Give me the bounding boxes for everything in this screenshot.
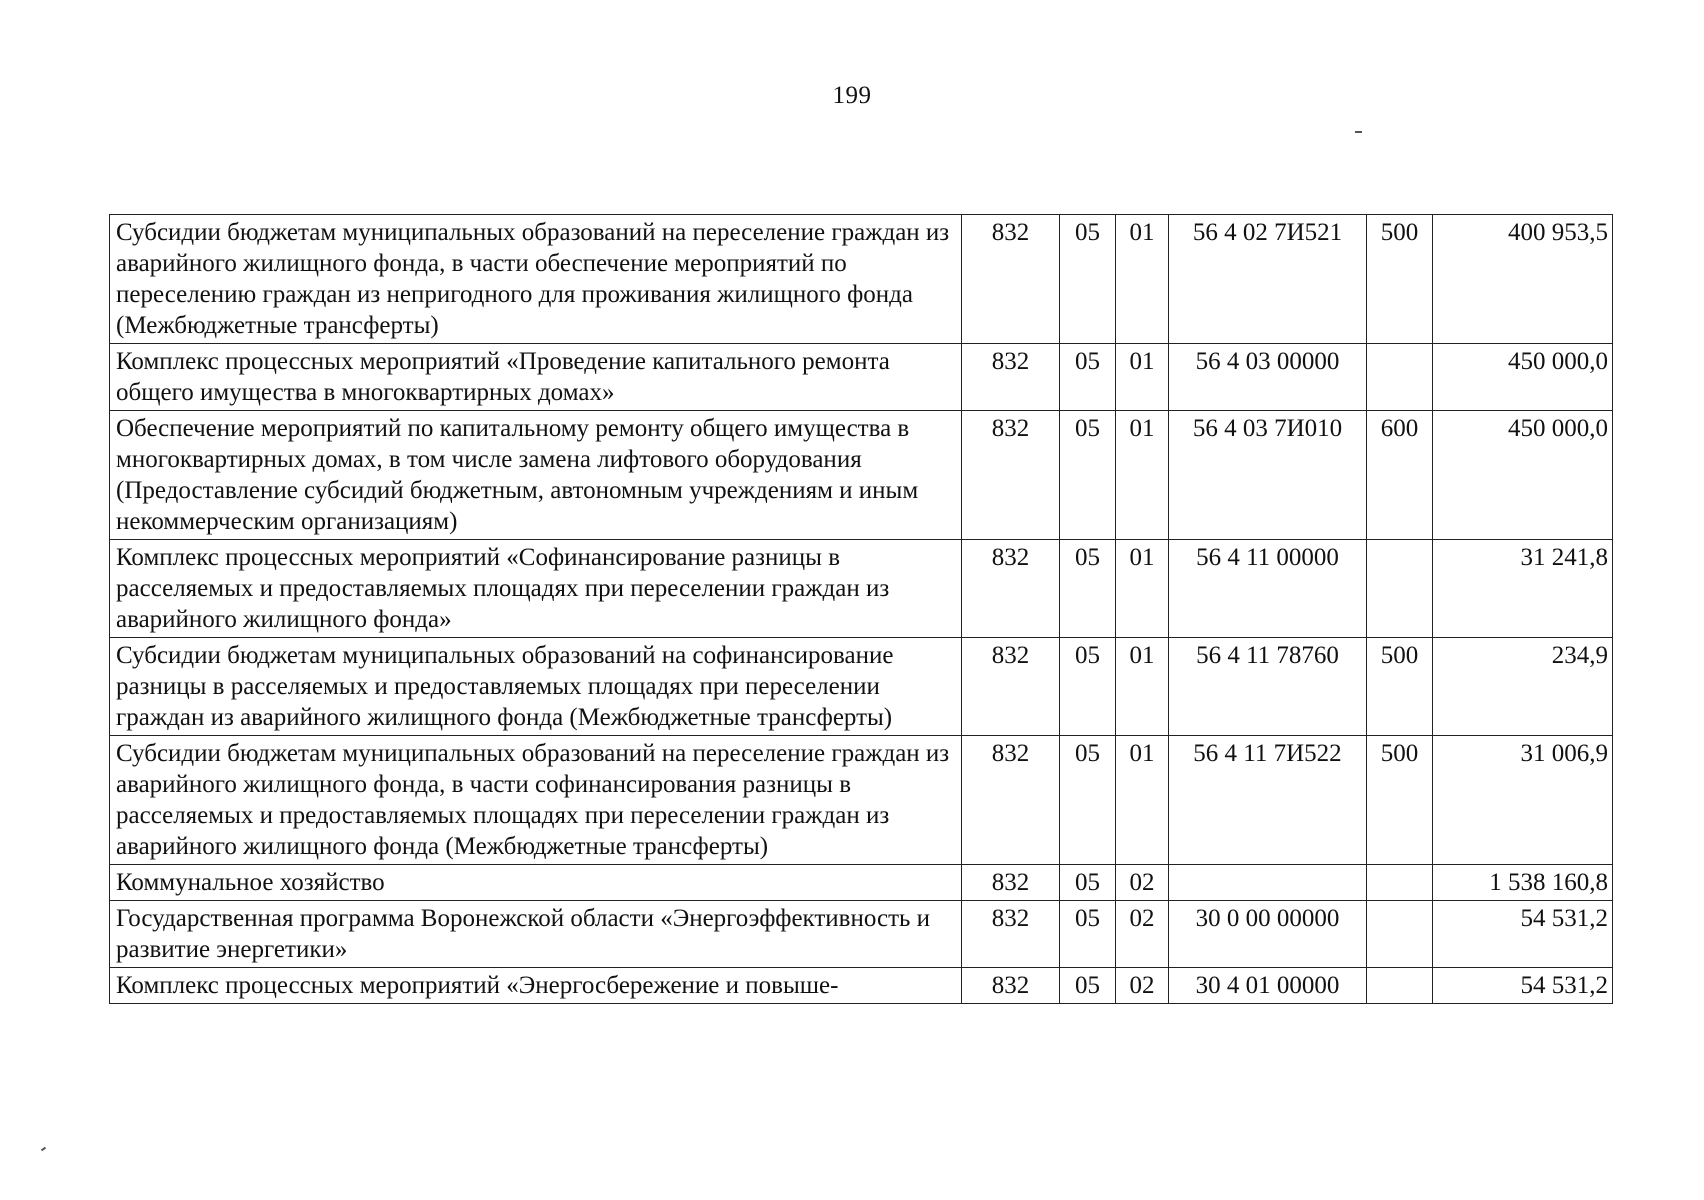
item-name-cell: Коммунальное хозяйство: [110, 865, 962, 901]
table-row: [110, 215, 1613, 344]
item-name-cell: Субсидии бюджетам муниципальных образований на софинансирование разницы в расселяемых и предоставляемых площадях при переселении граждан из аварийного жилищного фонда (Межбюджетные трансферты): [110, 638, 962, 736]
target-article-cell: 56 4 11 78760: [1169, 638, 1367, 736]
section-code-cell: 05: [1060, 865, 1116, 901]
page-number: 199: [832, 82, 872, 109]
subsection-code-cell: 02: [1116, 865, 1169, 901]
subsection-code-cell: 01: [1116, 344, 1169, 411]
subsection-code-cell: 01: [1116, 638, 1169, 736]
table-row: [110, 411, 1613, 540]
ministry-code-cell: 832: [962, 540, 1060, 638]
amount-cell: 1 538 160,8: [1433, 865, 1613, 901]
table-row: [110, 344, 1613, 411]
ministry-code-cell: 832: [962, 638, 1060, 736]
ministry-code-cell: 832: [962, 736, 1060, 865]
subsection-code-cell: 01: [1116, 540, 1169, 638]
scan-speck: [1355, 131, 1362, 133]
budget-table-body: [110, 215, 1613, 1004]
amount-cell: 400 953,5: [1433, 215, 1613, 344]
ministry-code-cell: 832: [962, 411, 1060, 540]
scan-speck: [41, 1147, 46, 1152]
target-article-cell: 56 4 03 7И010: [1169, 411, 1367, 540]
ministry-code-cell: 832: [962, 901, 1060, 968]
subsection-code-cell: 01: [1116, 411, 1169, 540]
item-name-cell: Государственная программа Воронежской области «Энергоэффективность и развитие энергетики»: [110, 901, 962, 968]
section-code-cell: 05: [1060, 901, 1116, 968]
ministry-code-cell: 832: [962, 215, 1060, 344]
target-article-cell: [1169, 865, 1367, 901]
target-article-cell: 56 4 11 7И522: [1169, 736, 1367, 865]
subsection-code-cell: 02: [1116, 901, 1169, 968]
expense-type-cell: 500: [1367, 736, 1433, 865]
item-name-cell: Субсидии бюджетам муниципальных образований на переселение граждан из аварийного жилищного фонда, в части софинансирования разницы в расселяемых и предоставляемых площадях при переселении граждан из аварийного жилищного фонда (Межбюджетные трансферты): [110, 736, 962, 865]
ministry-code-cell: 832: [962, 865, 1060, 901]
target-article-cell: 56 4 02 7И521: [1169, 215, 1367, 344]
section-code-cell: 05: [1060, 411, 1116, 540]
expense-type-cell: [1367, 968, 1433, 1004]
target-article-cell: 30 4 01 00000: [1169, 968, 1367, 1004]
amount-cell: 450 000,0: [1433, 344, 1613, 411]
section-code-cell: 05: [1060, 344, 1116, 411]
expense-type-cell: [1367, 901, 1433, 968]
expense-type-cell: [1367, 865, 1433, 901]
expense-type-cell: 600: [1367, 411, 1433, 540]
item-name-cell: Субсидии бюджетам муниципальных образований на переселение граждан из аварийного жилищного фонда, в части обеспечение мероприятий по переселению граждан из непригодного для проживания жилищного фонда (Межбюджетные трансферты): [110, 215, 962, 344]
item-name-cell: Комплекс процессных мероприятий «Проведение капитального ремонта общего имущества в многоквартирных домах»: [110, 344, 962, 411]
item-name-cell: Комплекс процессных мероприятий «Софинансирование разницы в расселяемых и предоставляемых площадях при переселении граждан из аварийного жилищного фонда»: [110, 540, 962, 638]
ministry-code-cell: 832: [962, 344, 1060, 411]
amount-cell: 234,9: [1433, 638, 1613, 736]
table-row: [110, 968, 1613, 1004]
target-article-cell: 30 0 00 00000: [1169, 901, 1367, 968]
amount-cell: 54 531,2: [1433, 901, 1613, 968]
expense-type-cell: 500: [1367, 638, 1433, 736]
expense-type-cell: [1367, 344, 1433, 411]
target-article-cell: 56 4 03 00000: [1169, 344, 1367, 411]
expense-type-cell: 500: [1367, 215, 1433, 344]
amount-cell: 31 006,9: [1433, 736, 1613, 865]
table-row: [110, 540, 1613, 638]
section-code-cell: 05: [1060, 736, 1116, 865]
subsection-code-cell: 01: [1116, 215, 1169, 344]
section-code-cell: 05: [1060, 215, 1116, 344]
item-name-cell: Комплекс процессных мероприятий «Энергосбережение и повыше-: [110, 968, 962, 1004]
table-row: [110, 736, 1613, 865]
amount-cell: 31 241,8: [1433, 540, 1613, 638]
table-row: [110, 638, 1613, 736]
item-name-cell: Обеспечение мероприятий по капитальному ремонту общего имущества в многоквартирных домах, в том числе замена лифтового оборудования (Предоставление субсидий бюджетным, автономным учреждениям и иным некоммерческим организациям): [110, 411, 962, 540]
subsection-code-cell: 02: [1116, 968, 1169, 1004]
amount-cell: 450 000,0: [1433, 411, 1613, 540]
section-code-cell: 05: [1060, 968, 1116, 1004]
expense-type-cell: [1367, 540, 1433, 638]
subsection-code-cell: 01: [1116, 736, 1169, 865]
ministry-code-cell: 832: [962, 968, 1060, 1004]
amount-cell: 54 531,2: [1433, 968, 1613, 1004]
budget-table: [109, 214, 1613, 1004]
section-code-cell: 05: [1060, 638, 1116, 736]
table-row: [110, 865, 1613, 901]
table-row: [110, 901, 1613, 968]
section-code-cell: 05: [1060, 540, 1116, 638]
target-article-cell: 56 4 11 00000: [1169, 540, 1367, 638]
